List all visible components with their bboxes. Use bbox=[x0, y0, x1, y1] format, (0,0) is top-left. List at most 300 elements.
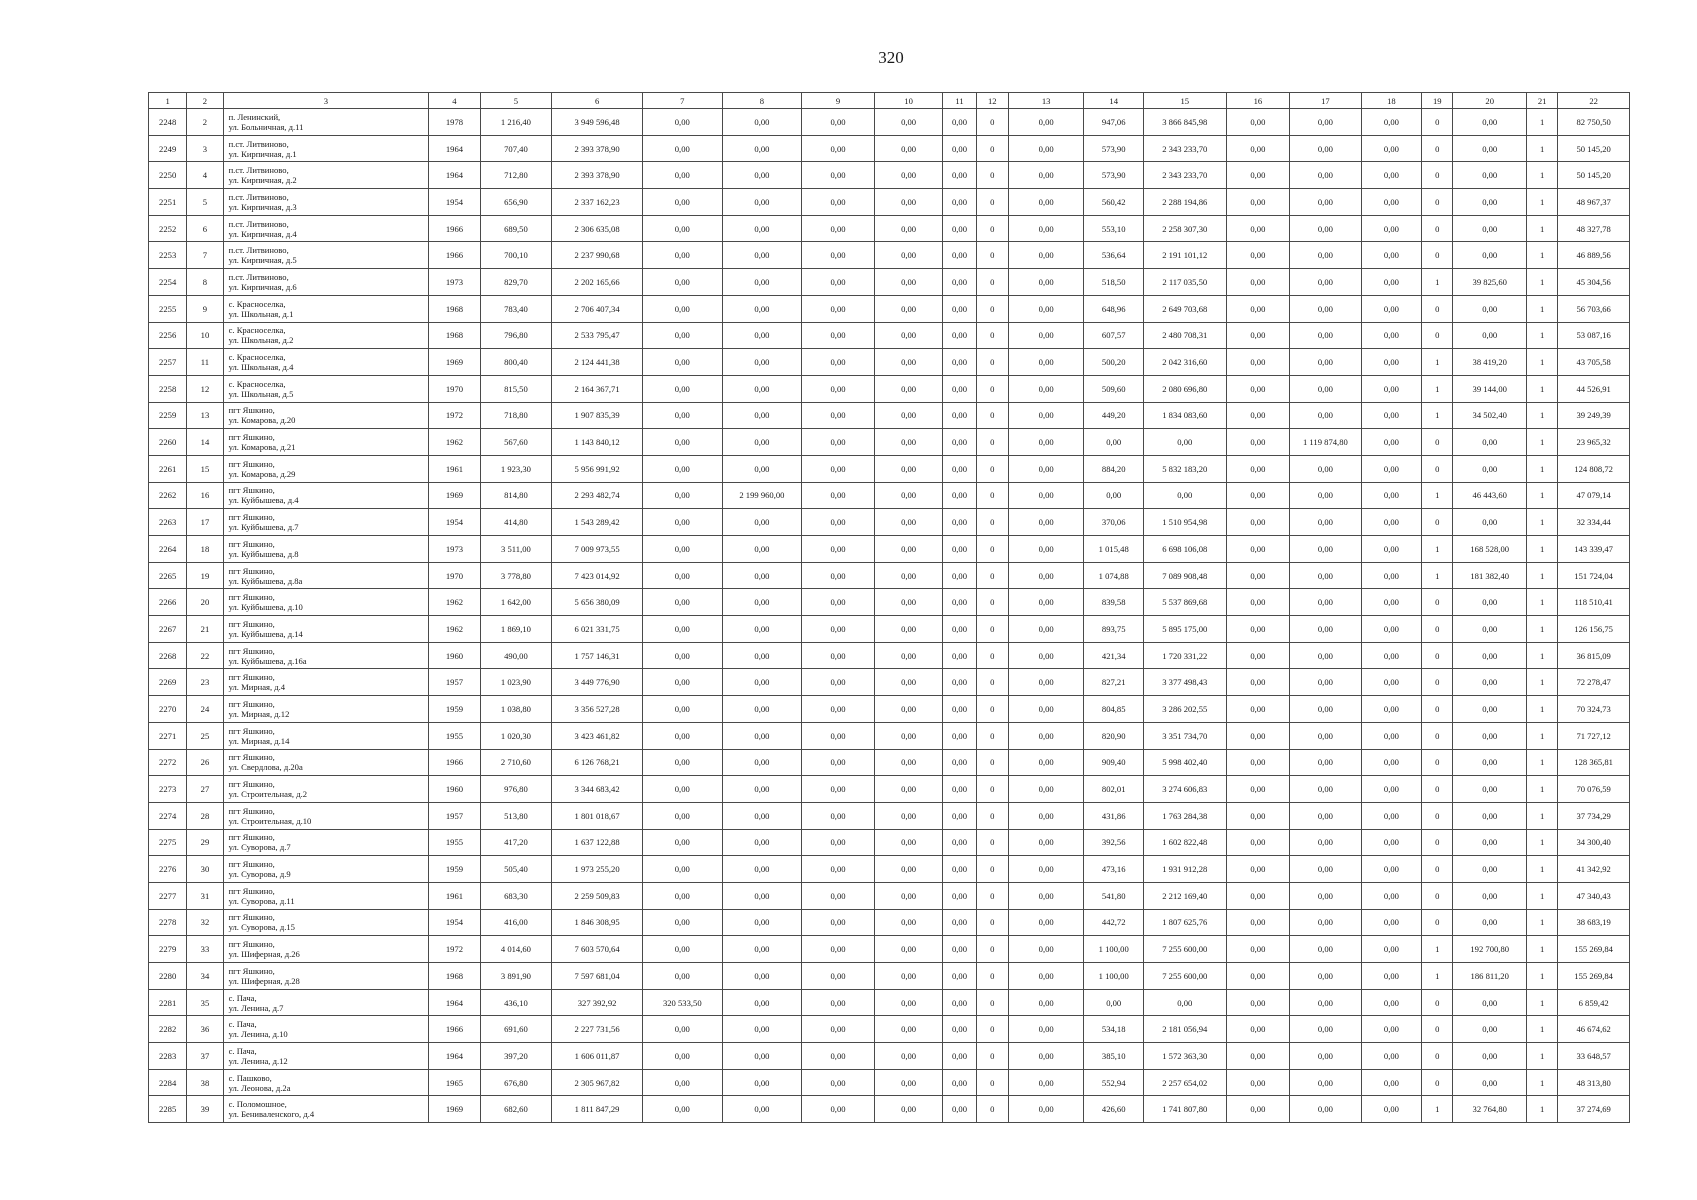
table-cell: 1962 bbox=[429, 589, 480, 616]
table-cell: 2 124 441,38 bbox=[552, 349, 643, 376]
table-cell: 573,90 bbox=[1084, 135, 1143, 162]
table-row bbox=[149, 936, 1630, 963]
table-cell: 0,00 bbox=[1453, 1043, 1527, 1070]
table-cell: 0,00 bbox=[943, 696, 976, 723]
table-cell: 118 510,41 bbox=[1558, 589, 1630, 616]
table-cell: 28 bbox=[187, 802, 223, 829]
table-cell: 2277 bbox=[149, 882, 187, 909]
table-cell: 32 bbox=[187, 909, 223, 936]
table-cell: 0,00 bbox=[943, 802, 976, 829]
table-cell: 46 443,60 bbox=[1453, 482, 1527, 509]
table-cell: 0,00 bbox=[1290, 1016, 1362, 1043]
table-cell: 181 382,40 bbox=[1453, 562, 1527, 589]
table-cell: 0,00 bbox=[1361, 936, 1421, 963]
table-cell: 0,00 bbox=[1008, 696, 1084, 723]
table-cell: 0,00 bbox=[1226, 696, 1290, 723]
table-cell: 0,00 bbox=[1361, 722, 1421, 749]
table-cell: 0,00 bbox=[802, 1069, 875, 1096]
table-cell: 0,00 bbox=[1008, 829, 1084, 856]
table-cell: 0,00 bbox=[1361, 616, 1421, 643]
table-cell: 1 801 018,67 bbox=[552, 802, 643, 829]
table-cell: 0,00 bbox=[802, 429, 875, 456]
table-cell: 0 bbox=[1422, 802, 1453, 829]
address-cell bbox=[223, 776, 429, 803]
table-cell: 0,00 bbox=[1453, 669, 1527, 696]
table-cell: 0,00 bbox=[802, 696, 875, 723]
table-cell: 0,00 bbox=[1290, 856, 1362, 883]
table-cell: 1966 bbox=[429, 242, 480, 269]
table-cell: 48 313,80 bbox=[1558, 1069, 1630, 1096]
table-cell: 44 526,91 bbox=[1558, 375, 1630, 402]
column-header: 17 bbox=[1290, 93, 1362, 109]
table-cell: 1968 bbox=[429, 322, 480, 349]
address-line: ул. Школьная, д.5 bbox=[228, 388, 294, 399]
table-cell: 38 683,19 bbox=[1558, 909, 1630, 936]
table-cell: 0,00 bbox=[802, 669, 875, 696]
table-cell: 38 bbox=[187, 1069, 223, 1096]
table-cell: 0,00 bbox=[802, 829, 875, 856]
table-cell: 1972 bbox=[429, 936, 480, 963]
table-cell: 4 014,60 bbox=[480, 936, 552, 963]
table-cell: 1 bbox=[1527, 749, 1558, 776]
table-cell: 3 449 776,90 bbox=[552, 669, 643, 696]
table-cell: 19 bbox=[187, 562, 223, 589]
table-cell: 707,40 bbox=[480, 135, 552, 162]
address-line: с. Пача, bbox=[228, 992, 257, 1003]
table-cell: 691,60 bbox=[480, 1016, 552, 1043]
table-cell: 192 700,80 bbox=[1453, 936, 1527, 963]
address-line: п.ст. Литвиново, bbox=[228, 165, 289, 176]
table-cell: 50 145,20 bbox=[1558, 162, 1630, 189]
table-cell: 0,00 bbox=[722, 616, 802, 643]
table-cell: 2253 bbox=[149, 242, 187, 269]
table-cell: 15 bbox=[187, 455, 223, 482]
table-cell: 0,00 bbox=[722, 215, 802, 242]
table-cell: 0,00 bbox=[1361, 669, 1421, 696]
address-cell bbox=[223, 856, 429, 883]
table-cell: 7 089 908,48 bbox=[1143, 562, 1226, 589]
address-line: ул. Больничная, д.11 bbox=[228, 121, 304, 132]
table-cell: 33 648,57 bbox=[1558, 1043, 1630, 1070]
table-cell: 0,00 bbox=[874, 295, 943, 322]
table-cell: 0,00 bbox=[943, 349, 976, 376]
table-cell: 0,00 bbox=[1226, 989, 1290, 1016]
table-cell: 0,00 bbox=[722, 402, 802, 429]
table-cell: 0,00 bbox=[1361, 429, 1421, 456]
table-cell: 0,00 bbox=[1008, 589, 1084, 616]
table-cell: 34 bbox=[187, 963, 223, 990]
table-cell: 0,00 bbox=[802, 616, 875, 643]
address-line: ул. Суворова, д.11 bbox=[228, 895, 295, 906]
table-cell: 2 080 696,80 bbox=[1143, 375, 1226, 402]
address-line: пгт Яшкино, bbox=[228, 832, 275, 843]
table-cell: 0,00 bbox=[642, 642, 722, 669]
address-line: пгт Яшкино, bbox=[228, 485, 275, 496]
address-cell bbox=[223, 189, 429, 216]
table-cell: 0,00 bbox=[802, 1016, 875, 1043]
table-cell: 815,50 bbox=[480, 375, 552, 402]
table-cell: 656,90 bbox=[480, 189, 552, 216]
table-cell: 0 bbox=[976, 1016, 1008, 1043]
table-cell: 126 156,75 bbox=[1558, 616, 1630, 643]
table-cell: 0,00 bbox=[874, 856, 943, 883]
address-cell bbox=[223, 215, 429, 242]
table-cell: 0,00 bbox=[802, 856, 875, 883]
table-cell: 0,00 bbox=[1453, 909, 1527, 936]
table-cell: 186 811,20 bbox=[1453, 963, 1527, 990]
table-cell: 1 bbox=[1527, 402, 1558, 429]
table-cell: 0,00 bbox=[1361, 109, 1421, 136]
table-cell: 2269 bbox=[149, 669, 187, 696]
table-cell: 1 bbox=[1527, 162, 1558, 189]
table-cell: 25 bbox=[187, 722, 223, 749]
table-cell: 0,00 bbox=[802, 936, 875, 963]
table-cell: 0,00 bbox=[802, 189, 875, 216]
table-cell: 1 bbox=[1527, 829, 1558, 856]
table-cell: 1962 bbox=[429, 429, 480, 456]
column-header: 8 bbox=[722, 93, 802, 109]
table-cell: 0,00 bbox=[722, 856, 802, 883]
table-cell: 0 bbox=[976, 669, 1008, 696]
table-cell: 0 bbox=[976, 856, 1008, 883]
table-cell: 712,80 bbox=[480, 162, 552, 189]
address-cell bbox=[223, 1043, 429, 1070]
table-cell: 23 965,32 bbox=[1558, 429, 1630, 456]
table-cell: 0,00 bbox=[1008, 776, 1084, 803]
table-cell: 0,00 bbox=[1361, 375, 1421, 402]
table-cell: 1961 bbox=[429, 455, 480, 482]
table-cell: 0,00 bbox=[802, 776, 875, 803]
table-cell: 0,00 bbox=[642, 562, 722, 589]
table-cell: 1 143 840,12 bbox=[552, 429, 643, 456]
table-cell: 1 811 847,29 bbox=[552, 1096, 643, 1123]
table-cell: 0 bbox=[1422, 135, 1453, 162]
table-cell: 0,00 bbox=[943, 882, 976, 909]
table-cell: 0 bbox=[1422, 696, 1453, 723]
table-cell: 0 bbox=[1422, 749, 1453, 776]
table-cell: 5 895 175,00 bbox=[1143, 616, 1226, 643]
table-cell: 0,00 bbox=[802, 295, 875, 322]
table-cell: 6 698 106,08 bbox=[1143, 536, 1226, 563]
address-cell bbox=[223, 135, 429, 162]
table-cell: 0,00 bbox=[943, 322, 976, 349]
table-cell: 0,00 bbox=[722, 802, 802, 829]
table-cell: 0,00 bbox=[1361, 696, 1421, 723]
table-cell: 884,20 bbox=[1084, 455, 1143, 482]
table-cell: 0,00 bbox=[874, 829, 943, 856]
table-cell: 0,00 bbox=[1226, 909, 1290, 936]
table-cell: 0,00 bbox=[642, 269, 722, 296]
table-cell: 0,00 bbox=[802, 375, 875, 402]
table-cell: 0,00 bbox=[1361, 402, 1421, 429]
table-cell: 143 339,47 bbox=[1558, 536, 1630, 563]
table-cell: 2 393 378,90 bbox=[552, 135, 643, 162]
table-cell: 414,80 bbox=[480, 509, 552, 536]
table-cell: 0,00 bbox=[874, 322, 943, 349]
table-cell: 0,00 bbox=[642, 402, 722, 429]
table-cell: 0,00 bbox=[722, 269, 802, 296]
table-cell: 0 bbox=[976, 963, 1008, 990]
table-cell: 0,00 bbox=[1143, 482, 1226, 509]
table-cell: 1970 bbox=[429, 562, 480, 589]
table-cell: 7 423 014,92 bbox=[552, 562, 643, 589]
table-cell: 2 258 307,30 bbox=[1143, 215, 1226, 242]
table-cell: 0,00 bbox=[1361, 455, 1421, 482]
table-cell: 2 212 169,40 bbox=[1143, 882, 1226, 909]
address-line: ул. Кирпичная, д.6 bbox=[228, 281, 297, 292]
table-cell: 0 bbox=[1422, 455, 1453, 482]
table-cell: 1 869,10 bbox=[480, 616, 552, 643]
table-row bbox=[149, 135, 1630, 162]
table-cell: 0,00 bbox=[722, 1043, 802, 1070]
table-cell: 5 537 869,68 bbox=[1143, 589, 1226, 616]
table-cell: 7 255 600,00 bbox=[1143, 936, 1226, 963]
table-cell: 573,90 bbox=[1084, 162, 1143, 189]
table-cell: 0,00 bbox=[642, 882, 722, 909]
column-header: 7 bbox=[642, 93, 722, 109]
table-cell: 0 bbox=[1422, 989, 1453, 1016]
table-cell: 0,00 bbox=[874, 1016, 943, 1043]
table-cell: 0,00 bbox=[722, 322, 802, 349]
table-body bbox=[149, 93, 1630, 1123]
table-cell: 2249 bbox=[149, 135, 187, 162]
table-cell: 1 763 284,38 bbox=[1143, 802, 1226, 829]
table-cell: 3 866 845,98 bbox=[1143, 109, 1226, 136]
table-cell: 124 808,72 bbox=[1558, 455, 1630, 482]
table-cell: 0,00 bbox=[1361, 536, 1421, 563]
table-cell: 0,00 bbox=[1008, 189, 1084, 216]
table-cell: 0,00 bbox=[1226, 589, 1290, 616]
address-line: п.ст. Литвиново, bbox=[228, 245, 289, 256]
table-cell: 0,00 bbox=[943, 856, 976, 883]
table-cell: 2278 bbox=[149, 909, 187, 936]
table-cell: 2 649 703,68 bbox=[1143, 295, 1226, 322]
column-header: 5 bbox=[480, 93, 552, 109]
table-cell: 0 bbox=[1422, 722, 1453, 749]
table-cell: 0,00 bbox=[1008, 642, 1084, 669]
table-cell: 0,00 bbox=[1008, 109, 1084, 136]
table-row bbox=[149, 616, 1630, 643]
table-cell: 0,00 bbox=[874, 1043, 943, 1070]
table-cell: 1 bbox=[1422, 402, 1453, 429]
table-cell: 1 bbox=[1527, 616, 1558, 643]
address-line: ул. Комарова, д.29 bbox=[228, 468, 296, 479]
table-cell: 39 825,60 bbox=[1453, 269, 1527, 296]
table-cell: 0 bbox=[976, 295, 1008, 322]
table-cell: 2257 bbox=[149, 349, 187, 376]
table-cell: 2 343 233,70 bbox=[1143, 135, 1226, 162]
table-cell: 7 009 973,55 bbox=[552, 536, 643, 563]
address-line: пгт Яшкино, bbox=[228, 512, 275, 523]
table-cell: 2262 bbox=[149, 482, 187, 509]
column-header: 6 bbox=[552, 93, 643, 109]
table-cell: 0 bbox=[976, 429, 1008, 456]
table-cell: 34 300,40 bbox=[1558, 829, 1630, 856]
table-cell: 2267 bbox=[149, 616, 187, 643]
table-cell: 0,00 bbox=[722, 1016, 802, 1043]
table-cell: 0,00 bbox=[874, 536, 943, 563]
table-cell: 3 351 734,70 bbox=[1143, 722, 1226, 749]
table-cell: 0,00 bbox=[1290, 989, 1362, 1016]
table-cell: 32 334,44 bbox=[1558, 509, 1630, 536]
table-cell: 26 bbox=[187, 749, 223, 776]
table-cell: 689,50 bbox=[480, 215, 552, 242]
address-line: с. Поломошное, bbox=[228, 1099, 287, 1110]
table-cell: 0,00 bbox=[1290, 162, 1362, 189]
table-cell: 3 949 596,48 bbox=[552, 109, 643, 136]
table-cell: 3 377 498,43 bbox=[1143, 669, 1226, 696]
table-cell: 0,00 bbox=[1453, 429, 1527, 456]
address-cell bbox=[223, 989, 429, 1016]
table-cell: 0,00 bbox=[642, 349, 722, 376]
table-cell: 0,00 bbox=[1290, 509, 1362, 536]
table-cell: 0,00 bbox=[642, 135, 722, 162]
table-cell: 1978 bbox=[429, 109, 480, 136]
table-cell: 0,00 bbox=[722, 829, 802, 856]
table-cell: 1 807 625,76 bbox=[1143, 909, 1226, 936]
address-line: ул. Строительная, д.10 bbox=[228, 815, 312, 826]
table-cell: 38 419,20 bbox=[1453, 349, 1527, 376]
address-line: ул. Кирпичная, д.1 bbox=[228, 148, 297, 159]
table-cell: 0 bbox=[1422, 776, 1453, 803]
table-cell: 1 923,30 bbox=[480, 455, 552, 482]
address-cell bbox=[223, 536, 429, 563]
table-cell: 0 bbox=[976, 482, 1008, 509]
table-cell: 3 344 683,42 bbox=[552, 776, 643, 803]
table-cell: 36 bbox=[187, 1016, 223, 1043]
address-cell bbox=[223, 295, 429, 322]
table-cell: 0,00 bbox=[722, 295, 802, 322]
table-cell: 0,00 bbox=[1453, 802, 1527, 829]
table-cell: 7 603 570,64 bbox=[552, 936, 643, 963]
address-cell bbox=[223, 696, 429, 723]
table-cell: 1 bbox=[1527, 802, 1558, 829]
table-cell: 0,00 bbox=[943, 189, 976, 216]
table-row bbox=[149, 109, 1630, 136]
table-cell: 2265 bbox=[149, 562, 187, 589]
table-cell: 0,00 bbox=[802, 269, 875, 296]
table-cell: 827,21 bbox=[1084, 669, 1143, 696]
table-cell: 0,00 bbox=[874, 776, 943, 803]
table-cell: 0,00 bbox=[943, 562, 976, 589]
table-cell: 0 bbox=[976, 1043, 1008, 1070]
table-cell: 648,96 bbox=[1084, 295, 1143, 322]
table-cell: 0 bbox=[976, 322, 1008, 349]
address-line: ул. Куйбышева, д.8а bbox=[228, 575, 303, 586]
table-cell: 0 bbox=[976, 642, 1008, 669]
table-cell: 0,00 bbox=[642, 189, 722, 216]
address-cell bbox=[223, 722, 429, 749]
table-cell: 0,00 bbox=[1453, 749, 1527, 776]
table-cell: 0,00 bbox=[1290, 349, 1362, 376]
table-cell: 0,00 bbox=[802, 1096, 875, 1123]
table-cell: 0,00 bbox=[1008, 856, 1084, 883]
table-cell: 0,00 bbox=[943, 429, 976, 456]
table-cell: 0,00 bbox=[1290, 1069, 1362, 1096]
table-cell: 0,00 bbox=[1226, 109, 1290, 136]
table-cell: 0,00 bbox=[943, 776, 976, 803]
table-cell: 0,00 bbox=[1226, 402, 1290, 429]
table-cell: 1961 bbox=[429, 882, 480, 909]
address-cell bbox=[223, 162, 429, 189]
table-cell: 0,00 bbox=[802, 642, 875, 669]
table-cell: 0,00 bbox=[874, 589, 943, 616]
table-cell: 560,42 bbox=[1084, 189, 1143, 216]
table-cell: 2 288 194,86 bbox=[1143, 189, 1226, 216]
table-cell: 0,00 bbox=[1008, 295, 1084, 322]
table-cell: 0,00 bbox=[1008, 722, 1084, 749]
table-cell: 0,00 bbox=[642, 509, 722, 536]
table-cell: 43 705,58 bbox=[1558, 349, 1630, 376]
table-cell: 1 602 822,48 bbox=[1143, 829, 1226, 856]
address-cell bbox=[223, 616, 429, 643]
table-cell: 0,00 bbox=[1453, 989, 1527, 1016]
table-cell: 1954 bbox=[429, 509, 480, 536]
table-cell: 804,85 bbox=[1084, 696, 1143, 723]
table-row bbox=[149, 1043, 1630, 1070]
table-cell: 0,00 bbox=[642, 776, 722, 803]
table-cell: 2 199 960,00 bbox=[722, 482, 802, 509]
table-cell: 0,00 bbox=[1143, 429, 1226, 456]
table-cell: 0,00 bbox=[1226, 669, 1290, 696]
table-cell: 0,00 bbox=[1290, 589, 1362, 616]
table-cell: 1 bbox=[1527, 642, 1558, 669]
table-cell: 0,00 bbox=[1290, 242, 1362, 269]
table-cell: 0 bbox=[976, 536, 1008, 563]
table-cell: 1 bbox=[1527, 696, 1558, 723]
table-cell: 0,00 bbox=[874, 269, 943, 296]
table-cell: 1 642,00 bbox=[480, 589, 552, 616]
table-cell: 22 bbox=[187, 642, 223, 669]
address-line: ул. Куйбышева, д.8 bbox=[228, 548, 299, 559]
table-cell: 1973 bbox=[429, 536, 480, 563]
table-cell: 1 834 083,60 bbox=[1143, 402, 1226, 429]
table-cell: 1 bbox=[1527, 322, 1558, 349]
table-cell: 442,72 bbox=[1084, 909, 1143, 936]
address-cell bbox=[223, 269, 429, 296]
table-cell: 0,00 bbox=[1143, 989, 1226, 1016]
table-cell: 0,00 bbox=[874, 669, 943, 696]
table-cell: 0,00 bbox=[1226, 1016, 1290, 1043]
table-cell: 0,00 bbox=[1008, 215, 1084, 242]
table-cell: 168 528,00 bbox=[1453, 536, 1527, 563]
table-cell: 6 bbox=[187, 215, 223, 242]
table-cell: 0,00 bbox=[802, 109, 875, 136]
column-header: 1 bbox=[149, 93, 187, 109]
table-cell: 0,00 bbox=[943, 989, 976, 1016]
table-cell: 0,00 bbox=[802, 215, 875, 242]
table-cell: 0,00 bbox=[802, 162, 875, 189]
table-cell: 1 543 289,42 bbox=[552, 509, 643, 536]
table-row bbox=[149, 989, 1630, 1016]
table-cell: 0,00 bbox=[943, 242, 976, 269]
table-cell: 6 126 768,21 bbox=[552, 749, 643, 776]
table-cell: 0,00 bbox=[802, 1043, 875, 1070]
table-cell: 0,00 bbox=[642, 1069, 722, 1096]
table-cell: 1 931 912,28 bbox=[1143, 856, 1226, 883]
table-cell: 0,00 bbox=[943, 269, 976, 296]
table-cell: 0,00 bbox=[874, 1096, 943, 1123]
address-line: ул. Кирпичная, д.2 bbox=[228, 175, 297, 186]
table-cell: 0,00 bbox=[1290, 295, 1362, 322]
table-cell: 0,00 bbox=[722, 536, 802, 563]
address-cell bbox=[223, 936, 429, 963]
table-cell: 0,00 bbox=[943, 375, 976, 402]
table-cell: 31 bbox=[187, 882, 223, 909]
table-cell: 1959 bbox=[429, 856, 480, 883]
address-line: ул. Леонова, д.2а bbox=[228, 1082, 291, 1093]
table-cell: 155 269,84 bbox=[1558, 936, 1630, 963]
